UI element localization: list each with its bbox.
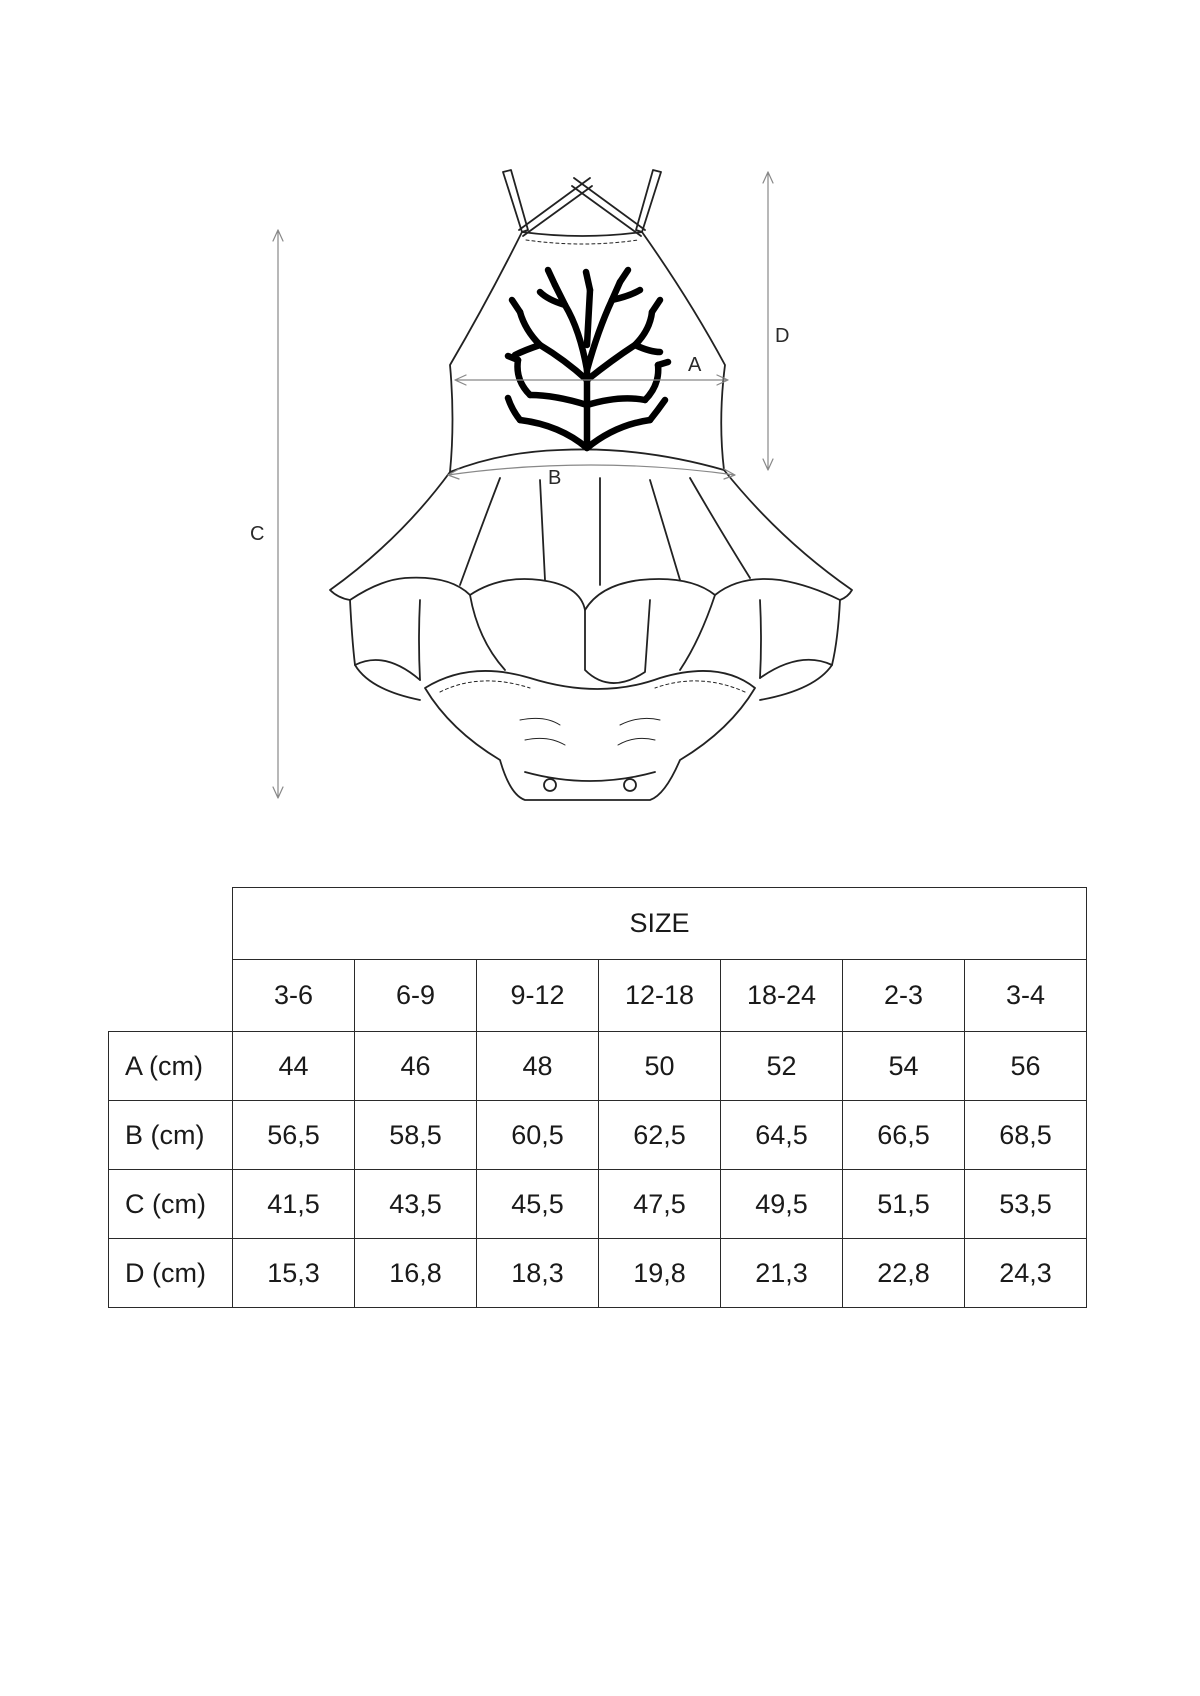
table-row	[109, 1101, 1087, 1170]
table-cell: 58,5	[355, 1101, 477, 1170]
table-cell: 50	[599, 1032, 721, 1101]
table-cell: 49,5	[721, 1170, 843, 1239]
table-cell: 66,5	[843, 1101, 965, 1170]
table-cell: 22,8	[843, 1239, 965, 1308]
row-label: A (cm)	[109, 1032, 233, 1101]
straps	[503, 170, 661, 236]
table-cell: 64,5	[721, 1101, 843, 1170]
table-cell: 46	[355, 1032, 477, 1101]
table-cell: 15,3	[233, 1239, 355, 1308]
dimension-d-line	[763, 172, 773, 470]
size-label: 2-3	[843, 960, 965, 1032]
dimension-b-label: B	[548, 467, 562, 489]
table-cell: 62,5	[599, 1101, 721, 1170]
dimension-b-line	[448, 465, 735, 479]
table-cell: 56,5	[233, 1101, 355, 1170]
size-labels-row	[109, 960, 1087, 1032]
size-label: 9-12	[477, 960, 599, 1032]
dimension-lines	[273, 172, 773, 798]
dimension-d-label: D	[775, 325, 790, 347]
dimension-c-label: C	[250, 523, 265, 545]
neckline-stitch	[526, 240, 638, 244]
dimension-c-line	[273, 230, 283, 798]
table-cell: 19,8	[599, 1239, 721, 1308]
table-cell: 16,8	[355, 1239, 477, 1308]
table-cell: 68,5	[965, 1101, 1087, 1170]
table-cell: 18,3	[477, 1239, 599, 1308]
table-row	[109, 1239, 1087, 1308]
table-cell: 41,5	[233, 1170, 355, 1239]
size-header: SIZE	[233, 888, 1087, 960]
table-cell: 60,5	[477, 1101, 599, 1170]
table-row	[109, 1170, 1087, 1239]
size-label: 18-24	[721, 960, 843, 1032]
table-row	[109, 1032, 1087, 1101]
row-label: C (cm)	[109, 1170, 233, 1239]
dimension-a-label: A	[688, 354, 702, 376]
size-label: 12-18	[599, 960, 721, 1032]
table-cell: 21,3	[721, 1239, 843, 1308]
row-label: B (cm)	[109, 1101, 233, 1170]
diaper-bottom	[425, 671, 755, 800]
row-label: D (cm)	[109, 1239, 233, 1308]
table-cell: 47,5	[599, 1170, 721, 1239]
tree-print-icon	[508, 270, 668, 448]
table-cell: 53,5	[965, 1170, 1087, 1239]
skirt	[330, 467, 852, 700]
table-cell: 51,5	[843, 1170, 965, 1239]
table-cell: 48	[477, 1032, 599, 1101]
table-cell: 56	[965, 1032, 1087, 1101]
size-header-row	[109, 888, 1087, 960]
size-chart-table	[108, 887, 1087, 1308]
size-label: 3-6	[233, 960, 355, 1032]
table-cell: 52	[721, 1032, 843, 1101]
table-cell: 24,3	[965, 1239, 1087, 1308]
table-cell: 43,5	[355, 1170, 477, 1239]
table-cell: 54	[843, 1032, 965, 1101]
size-label: 6-9	[355, 960, 477, 1032]
table-cell: 44	[233, 1032, 355, 1101]
table-cell: 45,5	[477, 1170, 599, 1239]
size-label: 3-4	[965, 960, 1087, 1032]
